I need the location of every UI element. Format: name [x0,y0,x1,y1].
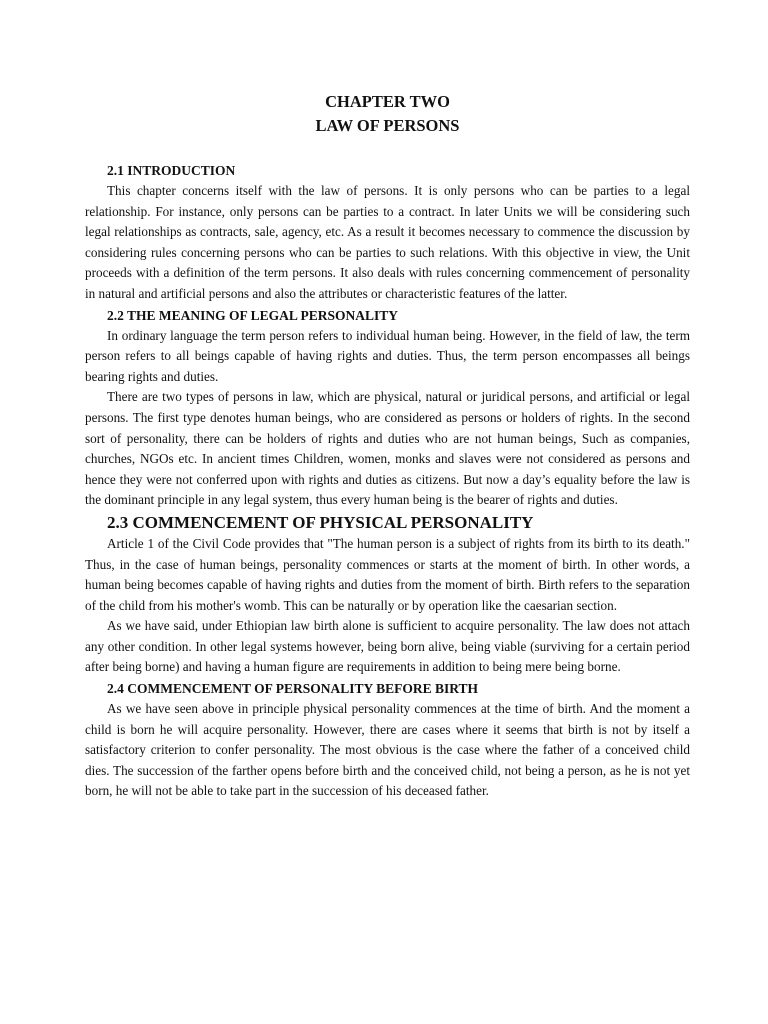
section-heading-2-2: 2.2 THE MEANING OF LEGAL PERSONALITY [107,307,399,323]
section-heading-2-4: 2.4 COMMENCEMENT OF PERSONALITY BEFORE BIRTH [107,681,479,697]
paragraph: As we have seen above in principle physical personality commences at the time of birth. And the moment a child is born he will acquire personality. However, there are cases where it seems that birth is not by itself a satisfactory criterion to confer personality. The most obvious is the case where the father of a conceived child dies. The succession of the farther opens before birth and the conceived child, not being a person, as he is not yet born, he will not be able to take part in the succession of his deceased father. [85,701,690,799]
section-meaning-of-legal-personality [85,305,690,511]
chapter-title: CHAPTER TWO [325,92,450,111]
section-commencement-physical-personality [85,511,690,678]
section-heading-2-3: 2.3 COMMENCEMENT OF PHYSICAL PERSONALITY [107,512,534,532]
section-commencement-before-birth [85,678,690,802]
section-heading-2-1: 2.1 INTRODUCTION [107,163,236,178]
section-introduction [85,160,690,305]
paragraph: There are two types of persons in law, which are physical, natural or juridical persons, and artificial or legal persons. The first type denotes human beings, who are considered as persons or holders of rights. In the second sort of personality, there can be holders of rights and duties who are not human beings, Such as companies, churches, NGOs etc. In ancient times Children, women, monks and slaves were not considered as persons and hence they were not conferred upon with rights and duties as citizens. But now a day’s equality before the law is the dominant principle in any legal system, thus every human being is the bearer of rights and duties. [85,389,690,508]
paragraph: In ordinary language the term person refers to individual human being. However, in the field of law, the term person refers to all beings capable of having rights and duties. Thus, the term person encompasses all beings bearing rights and duties. [85,327,690,384]
chapter-subtitle: LAW OF PERSONS [315,116,460,135]
paragraph: Article 1 of the Civil Code provides that "The human person is a subject of rights from its birth to its death." Thus, in the case of human beings, personality commences or starts at the moment of birth. In other words, a human being becomes capable of having rights and duties from the moment of birth. Birth refers to the separation of the child from his mother's womb. This can be naturally or by operation like the caesarian section. [85,535,690,613]
paragraph: This chapter concerns itself with the law of persons. It is only persons who can be parties to a legal relationship. For instance, only persons can be parties to a contract. In later Units we will be considering such legal relationships as contracts, sale, agency, etc. As a result it becomes necessary to commence the discussion by considering rules concerning persons who can be parties to such relations. With this objective in view, the Unit proceeds with a definition of the term persons. It also deals with rules concerning commencement of personality in natural and artificial persons and also the attributes or characteristic features of the latter. [85,183,690,301]
paragraph: As we have said, under Ethiopian law birth alone is sufficient to acquire personality. The law does not attach any other condition. In other legal systems however, being born alive, being viable (surviving for a certain period after being borne) and having a human figure are requirements in addition to being mere being borne. [85,618,690,675]
document-page [85,90,690,802]
